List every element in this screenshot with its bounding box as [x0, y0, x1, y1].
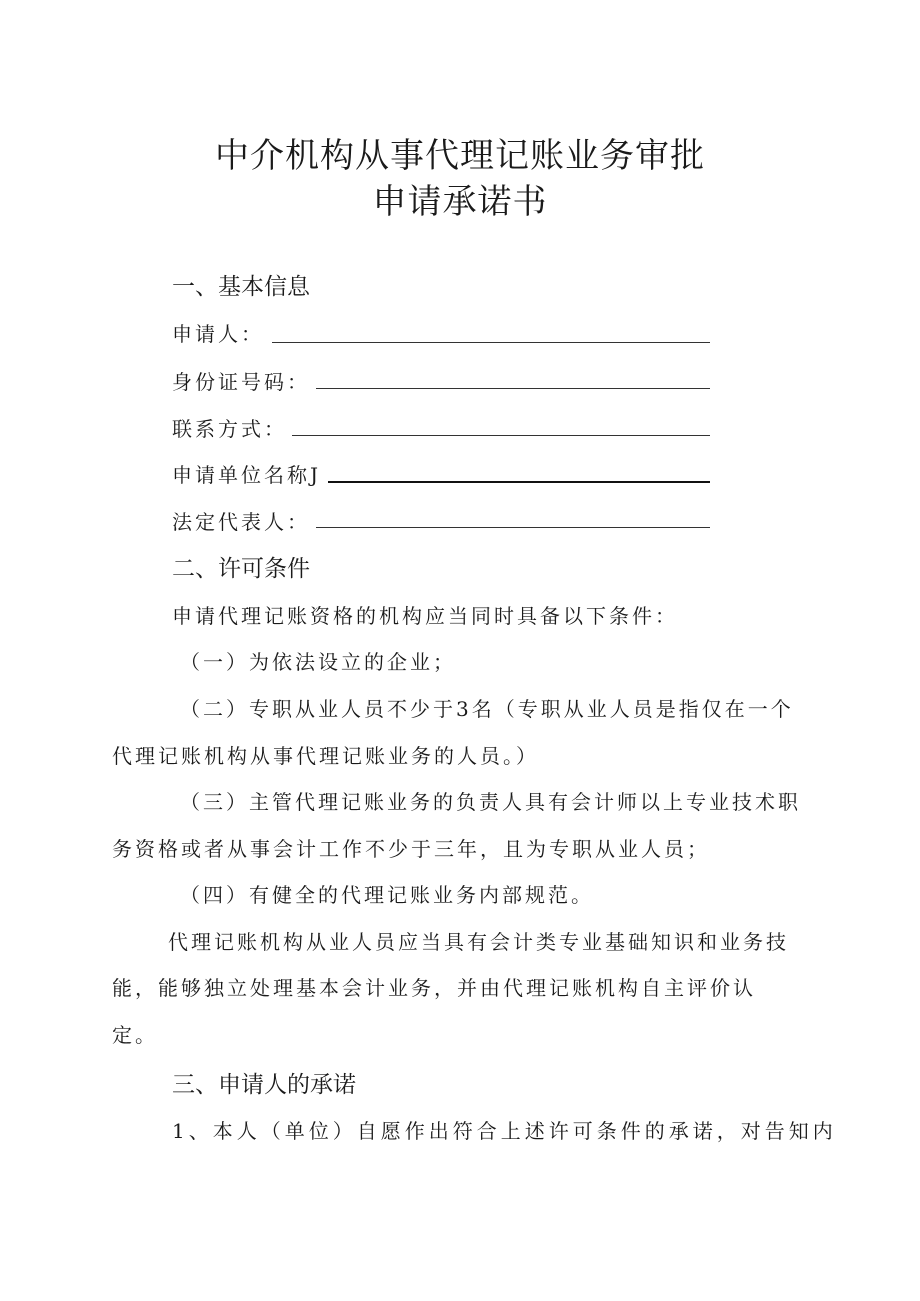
- paragraph-line: 1、本人（单位）自愿作出符合上述许可条件的承诺，对告知内: [172, 1119, 837, 1143]
- paragraph-line: 申请代理记账资格的机构应当同时具备以下条件：: [172, 604, 678, 628]
- paragraph-line: （三）主管代理记账业务的负责人具有会计师以上专业技术职: [180, 790, 801, 814]
- section-heading-conditions: 二、许可条件: [172, 556, 310, 582]
- paragraph-line: 能，能够独立处理基本会计业务，并由代理记账机构自主评价认: [112, 976, 756, 1000]
- section-heading-commitment: 三、申请人的承诺: [172, 1072, 356, 1098]
- field-label-contact: 联系方式：: [172, 417, 287, 441]
- section-heading-basic-info: 一、基本信息: [172, 274, 310, 300]
- field-line-applicant[interactable]: [272, 342, 710, 343]
- field-line-id-number[interactable]: [316, 388, 710, 389]
- field-line-company-name[interactable]: [328, 481, 710, 483]
- paragraph-line: （二）专职从业人员不少于3名（专职从业人员是指仅在一个: [180, 697, 794, 721]
- field-label-legal-rep: 法定代表人：: [172, 510, 310, 534]
- paragraph-line: 代理记账机构从业人员应当具有会计类专业基础知识和业务技: [168, 930, 789, 954]
- paragraph-line: 务资格或者从事会计工作不少于三年，且为专职从业人员；: [112, 837, 710, 861]
- field-label-applicant: 申请人：: [172, 322, 264, 346]
- document-title-line-1: 中介机构从事代理记账业务审批: [215, 136, 705, 176]
- paragraph-line: （一）为依法设立的企业；: [180, 650, 456, 674]
- field-label-company-name: 申请单位名称J: [172, 463, 322, 487]
- document-title-line-2: 申请承诺书: [372, 182, 548, 222]
- paragraph-line: （四）有健全的代理记账业务内部规范。: [180, 883, 594, 907]
- field-label-id-number: 身份证号码：: [172, 370, 310, 394]
- field-line-legal-rep[interactable]: [316, 527, 710, 528]
- paragraph-line: 代理记账机构从事代理记账业务的人员。）: [112, 744, 539, 768]
- paragraph-line: 定。: [112, 1023, 158, 1047]
- field-line-contact[interactable]: [292, 435, 710, 436]
